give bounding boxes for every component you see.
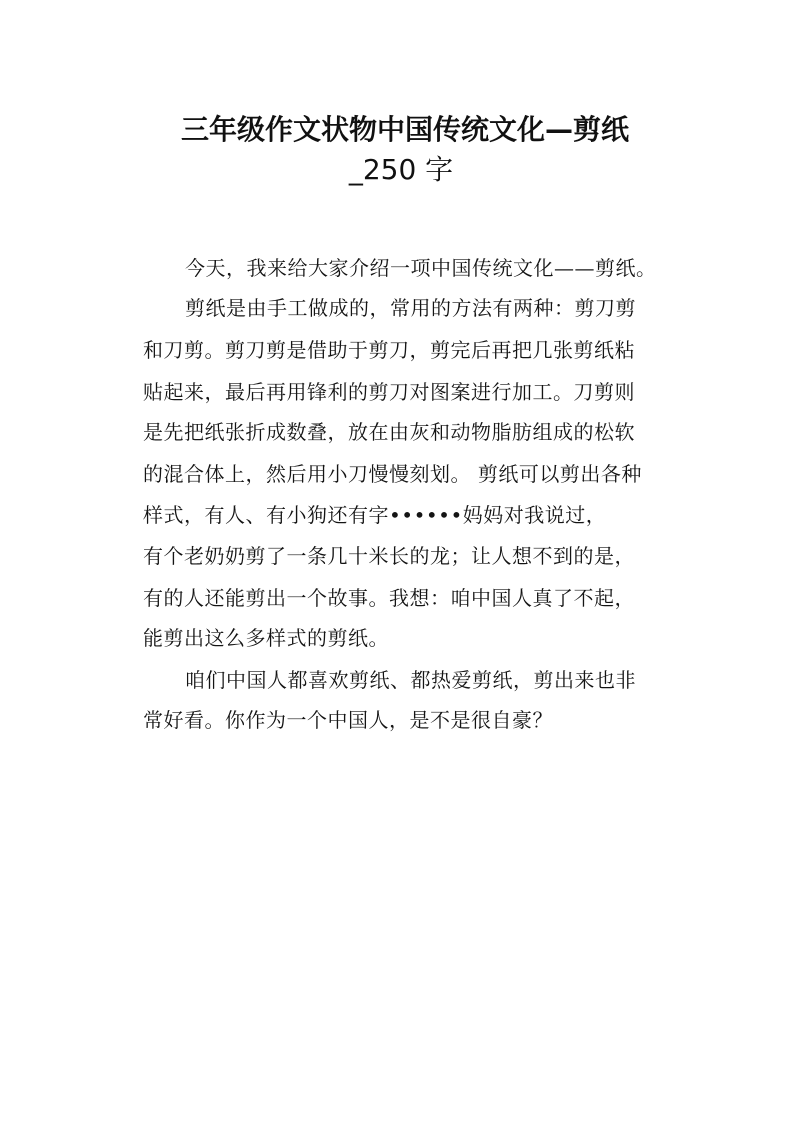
paragraph-2-line-6: 样式，有人、有小狗还有字••••••妈妈对我说过， xyxy=(143,503,607,527)
paragraph-2-line-3: 贴起来，最后再用锋利的剪刀对图案进行加工。刀剪则 xyxy=(143,380,635,404)
paragraph-2-line-1: 剪纸是由手工做成的，常用的方法有两种：剪刀剪 xyxy=(185,296,636,320)
paragraph-3-line-2: 常好看。你作为一个中国人，是不是很自豪？ xyxy=(143,708,553,732)
paragraph-2-line-4: 是先把纸张折成数叠，放在由灰和动物脂肪组成的松软 xyxy=(143,420,635,444)
paragraph-2-line-7: 有个老奶奶剪了一条几十米长的龙；让人想不到的是， xyxy=(143,544,635,568)
paragraph-2-line-5: 的混合体上，然后用小刀慢慢刻划。 剪纸可以剪出各种 xyxy=(143,462,642,486)
paragraph-1-line-1: 今天，我来给大家介绍一项中国传统文化——剪纸。 xyxy=(185,256,657,280)
paragraph-3-line-1: 咱们中国人都喜欢剪纸、都热爱剪纸，剪出来也非 xyxy=(185,668,636,692)
paragraph-2-line-8: 有的人还能剪出一个故事。我想：咱中国人真了不起， xyxy=(143,586,635,610)
document-title-line-1: 三年级作文状物中国传统文化—剪纸 xyxy=(180,113,629,146)
document-title-line-2: _250 字 xyxy=(348,153,454,186)
paragraph-2-line-9: 能剪出这么多样式的剪纸。 xyxy=(143,626,389,650)
paragraph-2-line-2: 和刀剪。剪刀剪是借助于剪刀，剪完后再把几张剪纸粘 xyxy=(143,338,635,362)
